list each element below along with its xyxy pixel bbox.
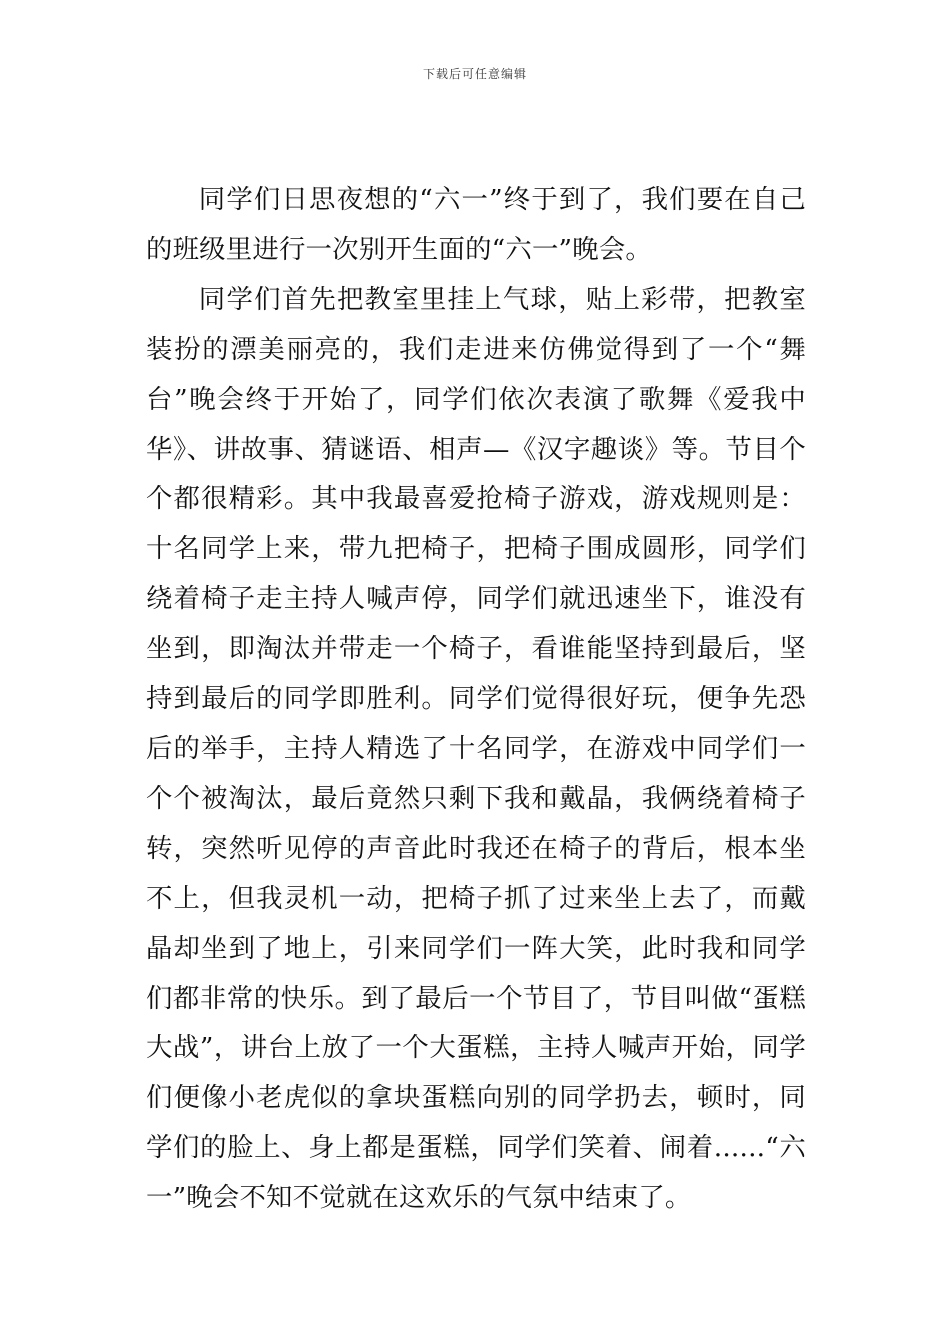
document-body <box>146 175 806 1223</box>
page-header: 下载后可任意编辑 <box>422 67 527 81</box>
paragraph-main: 同学们首先把教室里挂上气球，贴上彩带，把教室装扮的漂美丽亮的，我们走进来仿佛觉得到了一个“舞台”晚会终于开始了，同学们依次表演了歌舞《爱我中华》、讲故事、猜谜语、相声—《汉字趣谈》等。节目个个都很精彩。其中我最喜爱抢椅子游戏，游戏规则是：十名同学上来，带九把椅子，把椅子围成圆形，同学们绕着椅子走主持人喊声停，同学们就迅速坐下，谁没有坐到，即淘汰并带走一个椅子，看谁能坚持到最后，坚持到最后的同学即胜利。同学们觉得很好玩，便争先恐后的举手，主持人精选了十名同学，在游戏中同学们一个个被淘汰，最后竟然只剩下我和戴晶，我俩绕着椅子转，突然听见停的声音此时我还在椅子的背后，根本坐不上，但我灵机一动，把椅子抓了过来坐上去了，而戴晶却坐到了地上，引来同学们一阵大笑，此时我和同学们都非常的快乐。到了最后一个节目了，节目叫做“蛋糕大战”，讲台上放了一个大蛋糕，主持人喊声开始，同学们便像小老虎似的拿块蛋糕向别的同学扔去，顿时，同学们的脸上、身上都是蛋糕，同学们笑着、闹着......“六一”晚会不知不觉就在这欢乐的气氛中结束了。 <box>146 283 806 1214</box>
paragraph-intro: 同学们日思夜想的“六一”终于到了，我们要在自己的班级里进行一次别开生面的“六一”晚会。 <box>146 184 806 265</box>
